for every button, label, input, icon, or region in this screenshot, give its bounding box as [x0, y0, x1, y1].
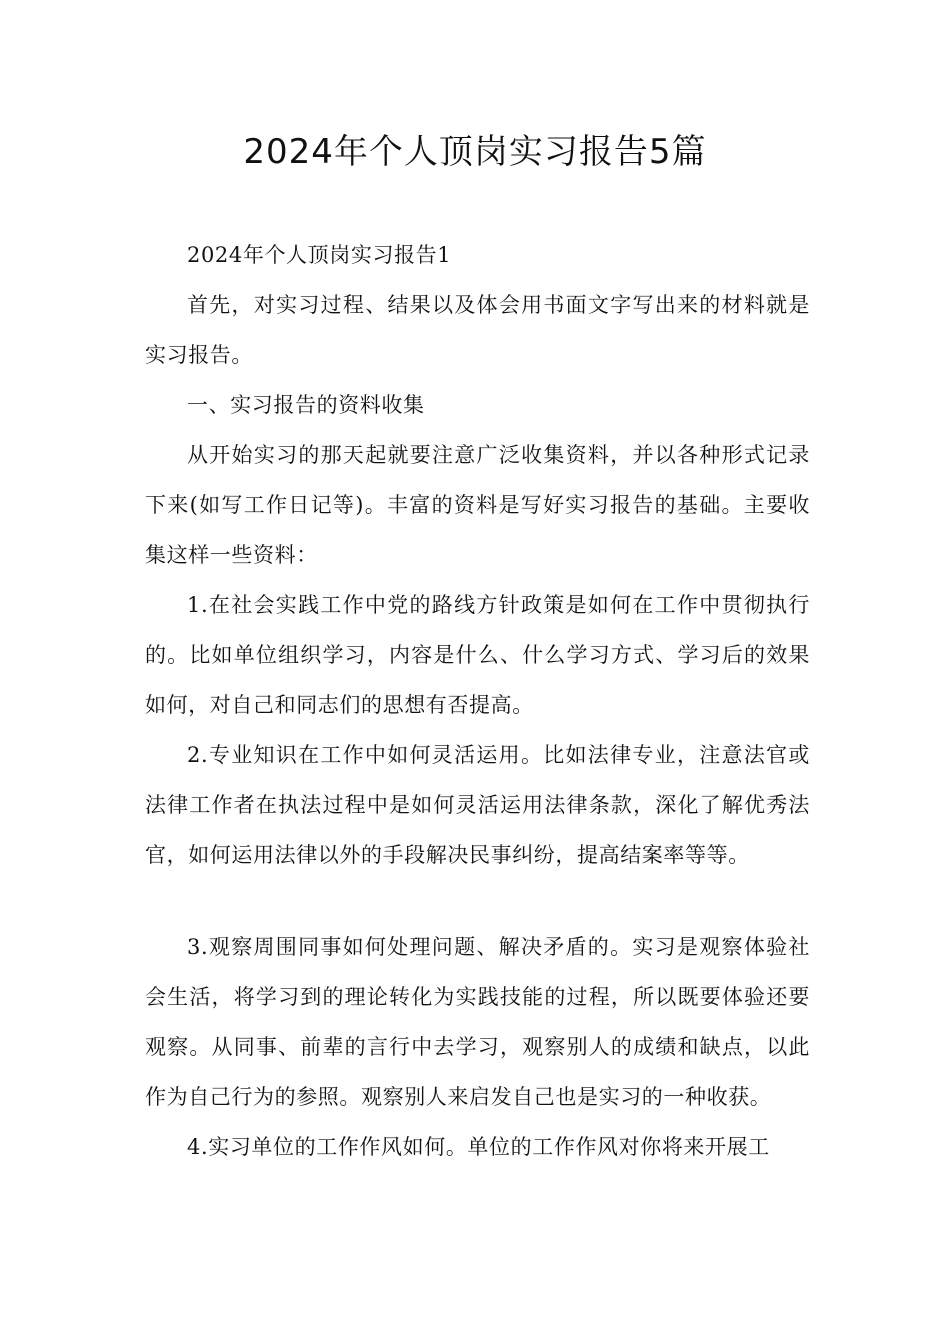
document-body [145, 230, 810, 1172]
paragraph: 从开始实习的那天起就要注意广泛收集资料，并以各种形式记录下来(如写工作日记等)。丰富的资料是写好实习报告的基础。主要收集这样一些资料： [145, 443, 810, 567]
section-heading: 一、实习报告的资料收集 [187, 393, 425, 417]
paragraph-spacer [145, 880, 810, 922]
list-item: 1.在社会实践工作中党的路线方针政策是如何在工作中贯彻执行的。比如单位组织学习，内容是什么、什么学习方式、学习后的效果如何，对自己和同志们的思想有否提高。 [145, 593, 810, 717]
section-heading: 2024年个人顶岗实习报告1 [187, 243, 452, 267]
list-item: 4.实习单位的工作作风如何。单位的工作作风对你将来开展工 [187, 1135, 770, 1159]
list-item: 3.观察周围同事如何处理问题、解决矛盾的。实习是观察体验社会生活，将学习到的理论转化为实践技能的过程，所以既要体验还要观察。从同事、前辈的言行中去学习，观察别人的成绩和缺点，以此作为自己行为的参照。观察别人来启发自己也是实习的一种收获。 [145, 935, 810, 1109]
paragraph: 首先，对实习过程、结果以及体会用书面文字写出来的材料就是实习报告。 [145, 293, 810, 367]
list-item: 2.专业知识在工作中如何灵活运用。比如法律专业，注意法官或法律工作者在执法过程中是如何灵活运用法律条款，深化了解优秀法官，如何运用法律以外的手段解决民事纠纷，提高结案率等等。 [145, 743, 810, 867]
document-title: 2024年个人顶岗实习报告5篇 [243, 132, 707, 172]
